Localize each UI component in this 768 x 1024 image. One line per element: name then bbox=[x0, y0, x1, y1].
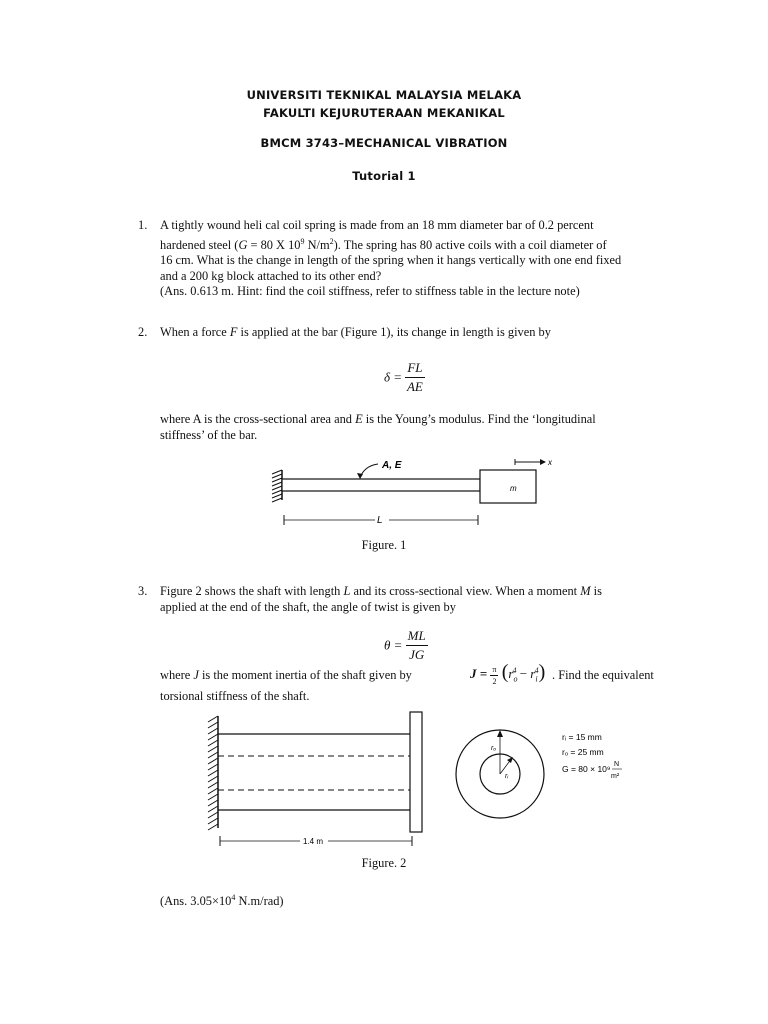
q1-line4: and a 200 kg block attached to its other end? bbox=[160, 268, 382, 283]
q3-line3-left: where J is the moment inertia of the shaft given by bbox=[160, 668, 412, 682]
fig2-ro-label: rₒ bbox=[491, 745, 497, 752]
q3-text-1 bbox=[160, 584, 652, 615]
q3-eq-denominator: JG bbox=[409, 647, 425, 662]
q2-equation bbox=[384, 360, 425, 395]
fig2-g-value: G = 80 × 10⁹ bbox=[562, 764, 611, 774]
fig2-g-unit-den: m² bbox=[611, 773, 620, 780]
figure-2-shaft-diagram bbox=[200, 710, 640, 855]
figure-1-bar-diagram bbox=[260, 452, 570, 532]
q1-text bbox=[160, 218, 652, 300]
fig1-x-label: x bbox=[548, 458, 552, 467]
q1-number: 1. bbox=[138, 218, 148, 232]
university-name: UNIVERSITI TEKNIKAL MALAYSIA MELAKA bbox=[246, 88, 522, 102]
figure-2-caption: Figure. 2 bbox=[361, 856, 407, 870]
fig2-length-label: 1.4 m bbox=[303, 837, 324, 846]
q3-line4: torsional stiffness of the shaft. bbox=[160, 689, 310, 703]
fig1-length-label: L bbox=[377, 515, 383, 526]
q1-line2: hardened steel (G = 80 X $10^9$ $N/m^2$). The spring has 80 active coils with a coil diameter of bbox=[160, 236, 607, 252]
fig2-g-unit-num: N bbox=[614, 761, 620, 768]
fig1-mass-label: m bbox=[510, 484, 517, 493]
q3-line2: applied at the end of the shaft, the angle of twist is given by bbox=[160, 599, 456, 614]
course-title: BMCM 3743–MECHANICAL VIBRATION bbox=[260, 136, 508, 150]
q2-line3: stiffness’ of the bar. bbox=[160, 427, 258, 442]
figure-1-caption: Figure. 1 bbox=[361, 538, 407, 552]
fig1-ae-label: A, E bbox=[382, 460, 402, 471]
q3-answer: (Ans. $3.05\times 10^4$ N.m/rad) bbox=[160, 893, 284, 909]
q3-number: 3. bbox=[138, 584, 148, 598]
q3-line3-right: . Find the equivalent bbox=[552, 668, 654, 682]
q1-answer: (Ans. 0.613 m. Hint: find the coil stiffness, refer to stiffness table in the lecture note) bbox=[160, 284, 580, 299]
q2-number: 2. bbox=[138, 325, 148, 339]
fig2-ri-label: rᵢ bbox=[505, 773, 509, 780]
q2-line2: where A is the cross-sectional area and E is the Young’s modulus. Find the ‘longitudinal bbox=[160, 412, 596, 426]
faculty-name: FAKULTI KEJURUTERAAN MEKANIKAL bbox=[263, 106, 505, 120]
q2-eq-numerator: FL bbox=[405, 360, 424, 378]
q3-eq-lhs: θ = bbox=[384, 637, 403, 653]
q2-line1: When a force F is applied at the bar (Figure 1), its change in length is given by bbox=[160, 325, 551, 339]
q1-line1: A tightly wound heli cal coil spring is made from an 18 mm diameter bar of 0.2 percent bbox=[160, 218, 594, 232]
q3-line1: Figure 2 shows the shaft with length L and its cross-sectional view. When a moment M is bbox=[160, 584, 602, 598]
fig2-ri-value: rᵢ = 15 mm bbox=[562, 732, 602, 742]
j-formula: J = $\frac{\pi}{2}$ $(r_o^4 - r_i^4)$ bbox=[470, 661, 546, 686]
q2-eq-denominator: AE bbox=[406, 379, 423, 394]
q2-text-2 bbox=[160, 412, 652, 443]
tutorial-title: Tutorial 1 bbox=[352, 169, 416, 183]
q3-equation bbox=[384, 628, 428, 663]
q3-eq-numerator: ML bbox=[406, 628, 428, 646]
q1-line3: 16 cm. What is the change in length of the spring when it hangs vertically with one end fixed bbox=[160, 253, 622, 268]
fig2-ro-value: rₒ = 25 mm bbox=[562, 747, 604, 757]
q2-eq-lhs: δ = bbox=[384, 369, 403, 385]
